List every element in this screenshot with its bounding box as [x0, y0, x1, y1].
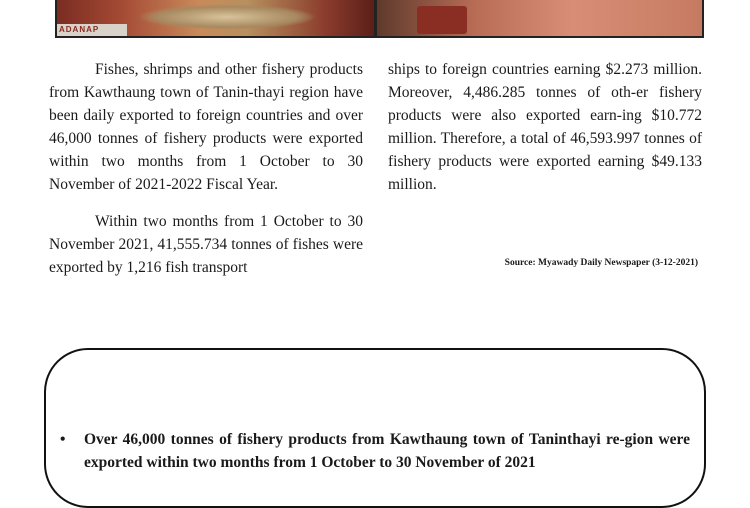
article-paragraph: Fishes, shrimps and other fishery products from Kawthaung town of Tanin-thayi region have been daily exported to foreign countries and over 46,000 tonnes of fishery products were exported within two months from 1 October to 30 November of 2021-2022 Fiscal Year. [49, 61, 363, 193]
article-paragraph: ships to foreign countries earning $2.273 million. Moreover, 4,486.285 tonnes of oth-er fishery products were also exported earn-ing $10.772 million. Therefore, a total of 46,593.997 tonnes of fishery products were exported earning $49.133 million. [388, 61, 702, 193]
source-citation: Source: Myawady Daily Newspaper (3-12-2021) [504, 258, 698, 268]
article-right-column [388, 58, 702, 196]
fish-catch-photo [57, 0, 374, 36]
photo-strip [55, 0, 704, 38]
fish-crates-photo [377, 0, 702, 36]
article-left-column [49, 58, 363, 279]
article-paragraph: Within two months from 1 October to 30 November 2021, 41,555.734 tonnes of fishes were exported by 1,216 fish transport [49, 213, 363, 276]
summary-bullet-text: Over 46,000 tonnes of fishery products from Kawthaung town of Taninthayi re-gion were exported within two months from 1 October to 30 November of 2021 [84, 431, 690, 471]
boat-hull-stripe [57, 24, 127, 36]
summary-box [44, 348, 706, 508]
bullet-icon: • [60, 431, 66, 448]
boat-lettering: ADANAP [59, 25, 100, 34]
summary-list [60, 428, 690, 474]
crate-image [417, 6, 467, 34]
fish-image [137, 4, 317, 30]
summary-bullet-item [60, 428, 690, 474]
